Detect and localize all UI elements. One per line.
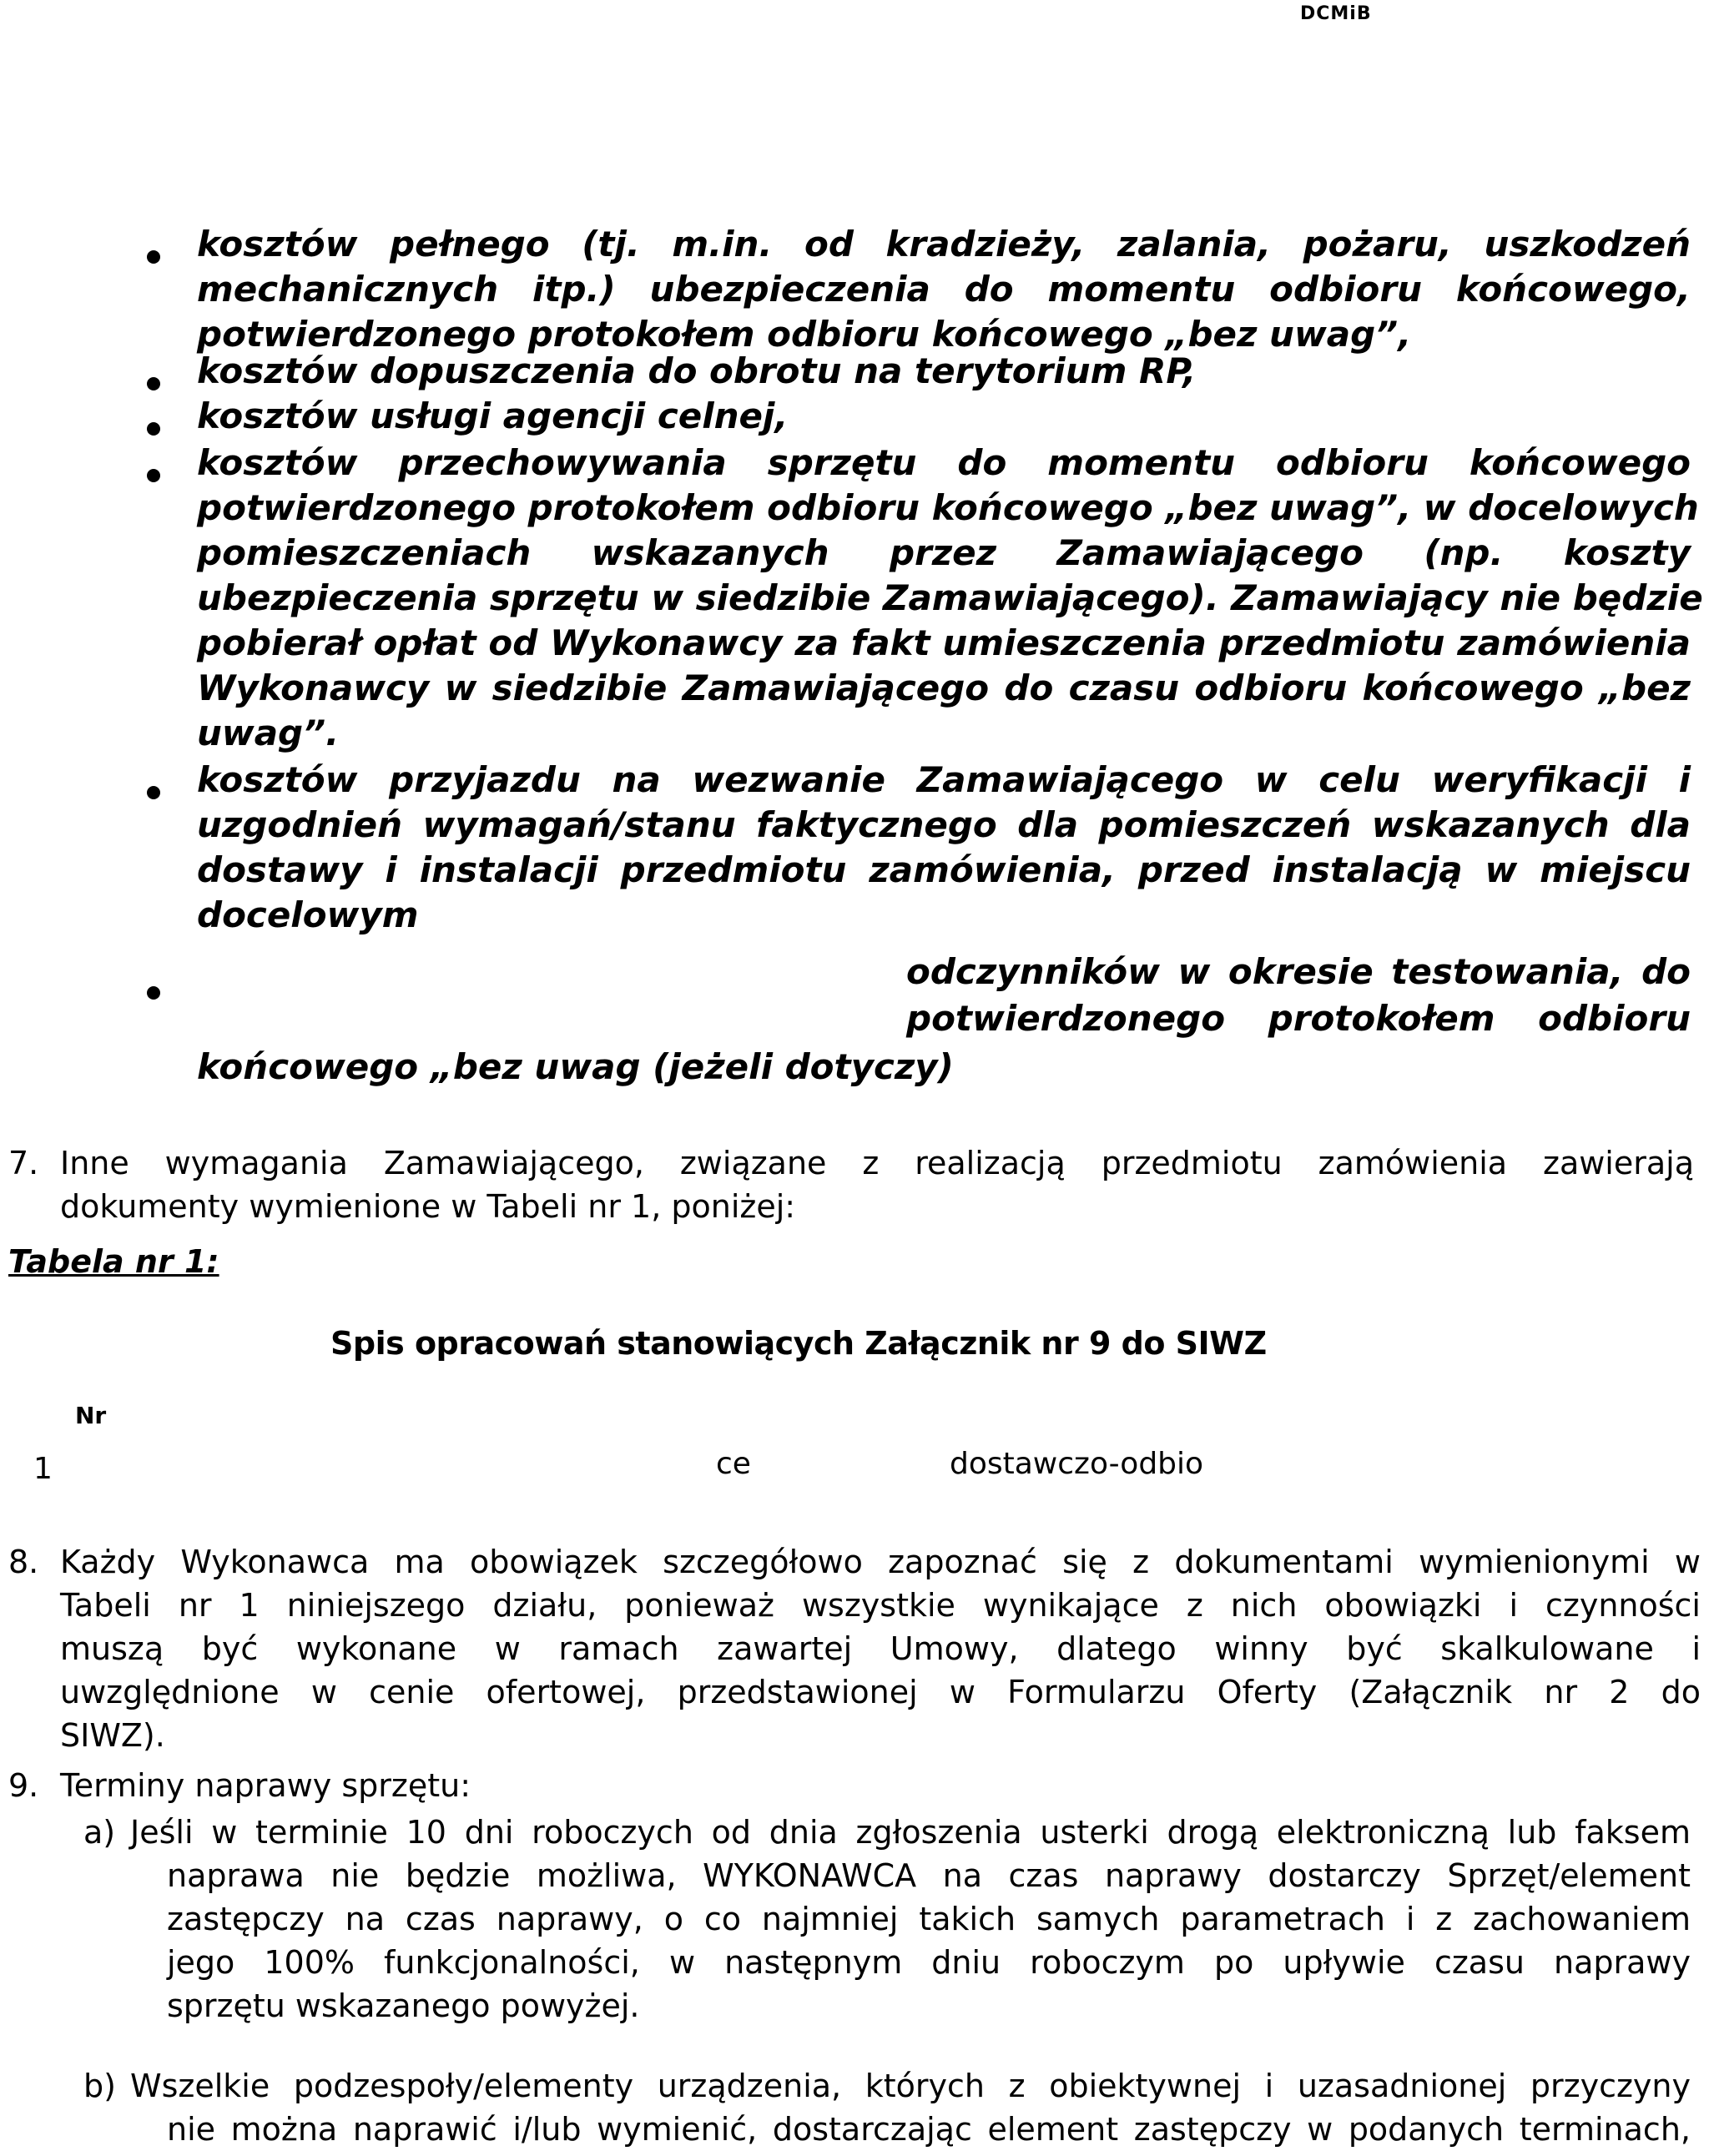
item-7-line-1: Inne wymagania Zamawiającego, związane z realizacją przedmiotu zamówienia zawierają (60, 1145, 1694, 1181)
table-caption: Tabela nr 1: (8, 1243, 219, 1280)
item-9a-label: a) (83, 1814, 116, 1851)
item-9a-line-3: zastępczy na czas naprawy, o co najmniej takich samych parametrach i z zachowaniem (167, 1901, 1691, 1937)
item-9a-line-1: Jeśli w terminie 10 dni roboczych od dnia zgłoszenia usterki drogą elektroniczną lub faksem (130, 1814, 1691, 1851)
bullet-4-line-2: potwierdzonego protokołem odbioru końcowego „bez uwag”, w docelowych (197, 487, 1699, 528)
bullet-1-line-1: kosztów pełnego (tj. m.in. od kradzieży, zalania, pożaru, uszkodzeń (197, 224, 1691, 264)
item-9-title: Terminy naprawy sprzętu: (60, 1767, 471, 1804)
bullet-6-line-3: końcowego „bez uwag (jeżeli dotyczy) (197, 1046, 954, 1087)
table-header-nr: Nr (75, 1402, 107, 1429)
bullet-marker (147, 250, 160, 264)
item-8-line-5: SIWZ). (60, 1717, 165, 1754)
bullet-4-line-3: pomieszczeniach wskazanych przez Zamawiającego (np. koszty (197, 532, 1691, 573)
bullet-2-line-1: kosztów dopuszczenia do obrotu na terytorium RP, (197, 350, 1197, 391)
bullet-5-line-1: kosztów przyjazdu na wezwanie Zamawiającego w celu weryfikacji i (197, 759, 1691, 800)
item-9b-label: b) (83, 2068, 116, 2104)
bullet-5-line-2: uzgodnień wymagań/stanu faktycznego dla pomieszczeń wskazanych dla (197, 804, 1691, 845)
bullet-marker (147, 786, 160, 799)
document-header-mark: DCMiB (1300, 3, 1372, 24)
bullet-marker (147, 986, 160, 1000)
item-9a-line-5: sprzętu wskazanego powyżej. (167, 1987, 640, 2024)
bullet-5-line-4: docelowym (197, 894, 419, 935)
bullet-6-line-2: potwierdzonego protokołem odbioru (906, 998, 1691, 1039)
item-9a-line-2: naprawa nie będzie możliwa, WYKONAWCA na czas naprawy dostarczy Sprzęt/element (167, 1857, 1691, 1894)
item-8-line-2: Tabeli nr 1 niniejszego działu, ponieważ wszystkie wynikające z nich obowiązki i czynności (60, 1587, 1701, 1624)
item-8-line-3: muszą być wykonane w ramach zawartej Umowy, dlatego winny być skalkulowane i (60, 1630, 1701, 1667)
item-9b-line-1: Wszelkie podzespoły/elementy urządzenia, których z obiektywnej i uzasadnionej przyczyny (130, 2068, 1691, 2104)
item-9b-line-2: nie można naprawić i/lub wymienić, dostarczając element zastępczy w podanych terminach, (167, 2111, 1691, 2148)
bullet-4-line-4: ubezpieczenia sprzętu w siedzibie Zamawiającego). Zamawiający nie będzie (197, 577, 1703, 618)
bullet-5-line-3: dostawy i instalacji przedmiotu zamówienia, przed instalacją w miejscu (197, 849, 1691, 890)
bullet-marker (147, 377, 160, 390)
bullet-1-line-2: mechanicznych itp.) ubezpieczenia do momentu odbioru końcowego, (197, 269, 1691, 310)
bullet-marker (147, 469, 160, 482)
bullet-4-line-7: uwag”. (197, 713, 340, 753)
item-7-number: 7. (8, 1145, 39, 1181)
item-9a-line-4: jego 100% funkcjonalności, w następnym dniu roboczym po upływie czasu naprawy (167, 1944, 1691, 1981)
item-8-number: 8. (8, 1544, 39, 1580)
item-7-line-2: dokumenty wymienione w Tabeli nr 1, poniżej: (60, 1188, 796, 1225)
bullet-1-line-3: potwierdzonego protokołem odbioru końcowego „bez uwag”, (197, 314, 1412, 355)
item-9-number: 9. (8, 1767, 39, 1804)
bullet-3-line-1: kosztów usługi agencji celnej, (197, 395, 789, 436)
table-title: Spis opracowań stanowiących Załącznik nr 9 do SIWZ (330, 1325, 1267, 1362)
table-row-cell-3: dostawczo-odbio (950, 1447, 1204, 1481)
bullet-4-line-5: pobierał opłat od Wykonawcy za fakt umieszczenia przedmiotu zamówienia (197, 622, 1691, 663)
bullet-6-line-1: odczynników w okresie testowania, do (906, 951, 1691, 992)
item-8-line-4: uwzględnione w cenie ofertowej, przedstawionej w Formularzu Oferty (Załącznik nr 2 do (60, 1674, 1701, 1710)
bullet-marker (147, 422, 160, 436)
item-8-line-1: Każdy Wykonawca ma obowiązek szczegółowo zapoznać się z dokumentami wymienionymi w (60, 1544, 1701, 1580)
bullet-4-line-1: kosztów przechowywania sprzętu do momentu odbioru końcowego (197, 442, 1691, 483)
table-row-cell-2: ce (716, 1447, 751, 1481)
table-row-nr: 1 (33, 1452, 53, 1486)
bullet-4-line-6: Wykonawcy w siedzibie Zamawiającego do czasu odbioru końcowego „bez (197, 667, 1691, 708)
